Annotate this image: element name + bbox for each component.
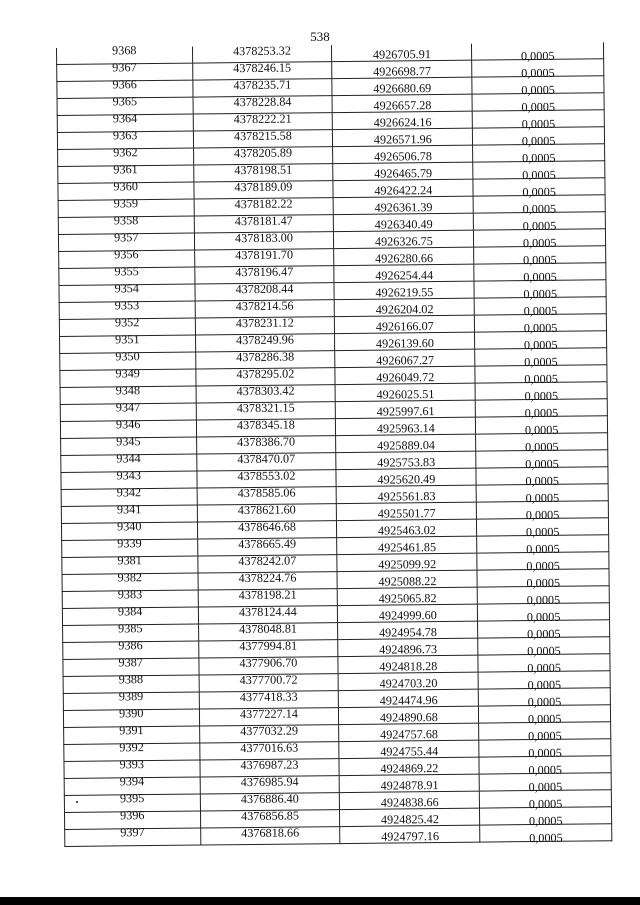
- y-coordinate-cell: [339, 740, 479, 758]
- x-coordinate-cell-text: 4378321.15: [236, 400, 295, 416]
- y-coordinate-cell: [339, 757, 479, 775]
- point-number-cell: [65, 825, 201, 846]
- point-number-cell-text: 9396: [120, 808, 145, 823]
- x-coordinate-cell-text: 4377700.72: [239, 672, 298, 688]
- x-coordinate-cell-text: 4378235.71: [233, 77, 292, 93]
- x-coordinate-cell-text: 4378246.15: [233, 60, 292, 76]
- y-coordinate-cell-text: 4924890.68: [379, 710, 438, 725]
- accuracy-cell-text: 0,0005: [523, 320, 558, 336]
- x-coordinate-cell-text: 4378253.32: [232, 43, 292, 59]
- x-coordinate-cell-text: 4378189.09: [234, 179, 293, 195]
- accuracy-cell-text: 0,0005: [526, 575, 561, 591]
- accuracy-cell-text: 0,0005: [529, 830, 563, 846]
- accuracy-cell-text: 0,0005: [522, 184, 556, 200]
- accuracy-cell-text: 0,0005: [525, 490, 560, 506]
- y-coordinate-cell: [332, 77, 472, 95]
- y-coordinate-cell: [336, 434, 476, 452]
- y-coordinate-cell-text: 4924999.60: [378, 608, 437, 623]
- point-number-cell-text: 9360: [113, 179, 138, 194]
- point-number-cell-text: 9366: [112, 77, 137, 92]
- accuracy-cell-text: 0,0005: [522, 218, 557, 234]
- point-number-cell-text: 9388: [118, 672, 144, 687]
- point-number-cell-text: 9381: [117, 553, 142, 568]
- y-coordinate-cell: [335, 332, 475, 350]
- accuracy-cell-text: 0,0005: [521, 133, 556, 149]
- x-coordinate-cell-text: 4378198.21: [238, 587, 297, 603]
- y-coordinate-cell-text: 4925099.92: [378, 557, 437, 572]
- scan-speck: [76, 801, 78, 803]
- point-number-cell-text: 9358: [113, 213, 139, 228]
- accuracy-cell-text: 0,0005: [522, 201, 557, 217]
- point-number-cell-text: 9365: [112, 94, 138, 109]
- y-coordinate-cell: [337, 519, 477, 537]
- accuracy-cell-text: 0,0005: [525, 456, 559, 472]
- y-coordinate-cell: [339, 706, 479, 724]
- x-coordinate-cell-text: 4378191.70: [235, 247, 294, 263]
- y-coordinate-cell-text: 4926506.78: [373, 149, 433, 164]
- coordinates-table: [56, 42, 612, 847]
- point-number-cell-text: 9357: [113, 230, 139, 245]
- x-coordinate-cell-text: 4378286.38: [236, 349, 295, 365]
- x-coordinate-cell-text: 4377016.63: [240, 740, 299, 756]
- point-number-cell-text: 9394: [119, 774, 145, 789]
- point-number-cell-text: 9339: [117, 536, 142, 551]
- y-coordinate-cell: [338, 604, 478, 622]
- point-number-cell-text: 9363: [112, 128, 138, 143]
- y-coordinate-cell: [336, 400, 476, 418]
- accuracy-cell-text: 0,0005: [521, 82, 555, 98]
- point-number-cell-text: 9383: [117, 587, 143, 602]
- x-coordinate-cell: [200, 827, 340, 845]
- point-number-cell-text: 9354: [114, 281, 140, 296]
- y-coordinate-cell-text: 4926571.96: [373, 132, 432, 147]
- y-coordinate-cell: [338, 587, 478, 605]
- point-number-cell-text: 9386: [118, 638, 143, 653]
- point-number-cell-text: 9359: [113, 196, 139, 211]
- accuracy-cell-text: 0,0005: [527, 660, 561, 676]
- y-coordinate-cell: [339, 723, 479, 741]
- x-coordinate-cell-text: 4377032.29: [240, 723, 299, 739]
- accuracy-cell-text: 0,0005: [521, 116, 556, 132]
- x-coordinate-cell-text: 4378182.22: [234, 196, 293, 212]
- y-coordinate-cell-text: 4926254.44: [375, 268, 434, 283]
- y-coordinate-cell-text: 4926139.60: [375, 336, 434, 351]
- point-number-cell-text: 9351: [115, 332, 140, 347]
- y-coordinate-cell: [340, 791, 480, 809]
- point-number-cell-text: 9342: [116, 485, 142, 500]
- x-coordinate-cell-text: 4378124.44: [238, 604, 297, 620]
- y-coordinate-cell-text: 4925561.83: [377, 489, 436, 504]
- accuracy-cell-text: 0,0005: [525, 507, 560, 523]
- point-number-cell-text: 9341: [116, 502, 142, 517]
- point-number-cell-text: 9393: [119, 757, 145, 772]
- y-coordinate-cell-text: 4925501.77: [377, 506, 436, 521]
- y-coordinate-cell: [337, 553, 477, 571]
- x-coordinate-cell-text: 4376886.40: [240, 791, 299, 807]
- x-coordinate-cell-text: 4378303.42: [236, 383, 295, 399]
- x-coordinate-cell-text: 4378646.68: [237, 519, 296, 535]
- y-coordinate-cell: [336, 451, 476, 469]
- x-coordinate-cell-text: 4377994.81: [239, 638, 298, 654]
- accuracy-cell-text: 0,0005: [524, 354, 558, 370]
- x-coordinate-cell-text: 4378222.21: [233, 111, 292, 127]
- y-coordinate-cell: [333, 145, 473, 163]
- x-coordinate-cell-text: 4378228.84: [233, 94, 292, 110]
- y-coordinate-cell-text: 4926326.75: [374, 234, 433, 249]
- y-coordinate-cell: [340, 774, 480, 792]
- point-number-cell-text: 9385: [118, 621, 143, 636]
- y-coordinate-cell-text: 4924757.68: [380, 727, 439, 742]
- y-coordinate-cell: [334, 247, 474, 265]
- y-coordinate-cell-text: 4924797.16: [381, 829, 440, 844]
- point-number-cell-text: 9345: [116, 434, 141, 449]
- accuracy-cell-text: 0,0005: [528, 779, 563, 795]
- y-coordinate-cell: [334, 281, 474, 299]
- x-coordinate-cell-text: 4376985.94: [240, 774, 299, 790]
- point-number-cell-text: 9356: [114, 247, 139, 262]
- point-number-cell-text: 9361: [113, 162, 138, 177]
- accuracy-cell-text: 0,0005: [528, 762, 563, 778]
- y-coordinate-cell: [335, 383, 475, 401]
- y-coordinate-cell: [335, 315, 475, 333]
- x-coordinate-cell-text: 4378621.60: [237, 502, 296, 518]
- y-coordinate-cell-text: 4925065.82: [378, 591, 437, 606]
- y-coordinate-cell: [337, 536, 477, 554]
- x-coordinate-cell-text: 4378386.70: [237, 434, 296, 450]
- accuracy-cell-text: 0,0005: [526, 592, 561, 608]
- x-coordinate-cell-text: 4378242.07: [238, 553, 297, 569]
- y-coordinate-cell-text: 4924954.78: [378, 625, 437, 640]
- x-coordinate-cell-text: 4378183.00: [234, 230, 293, 246]
- y-coordinate-cell-text: 4926166.07: [375, 319, 434, 334]
- y-coordinate-cell-text: 4925463.02: [377, 523, 436, 538]
- y-coordinate-cell: [335, 349, 475, 367]
- accuracy-cell-text: 0,0005: [527, 694, 562, 710]
- x-coordinate-cell-text: 4378345.18: [236, 417, 295, 433]
- accuracy-cell-text: 0,0005: [523, 269, 557, 285]
- point-number-cell-text: 9392: [119, 740, 144, 755]
- y-coordinate-cell: [336, 417, 476, 435]
- y-coordinate-cell-text: 4926025.51: [376, 387, 435, 402]
- point-number-cell-text: 9390: [118, 706, 144, 721]
- y-coordinate-cell-text: 4925997.61: [376, 404, 435, 419]
- y-coordinate-cell-text: 4926705.91: [372, 47, 431, 62]
- y-coordinate-cell-text: 4924838.66: [380, 795, 439, 810]
- accuracy-cell-text: 0,0005: [521, 65, 555, 81]
- y-coordinate-cell-text: 4926219.55: [375, 285, 434, 300]
- accuracy-cell-text: 0,0005: [522, 167, 556, 183]
- y-coordinate-cell: [336, 485, 476, 503]
- y-coordinate-cell: [337, 570, 477, 588]
- accuracy-cell-text: 0,0005: [520, 48, 555, 64]
- y-coordinate-cell: [340, 825, 480, 843]
- y-coordinate-cell: [339, 689, 479, 707]
- scan-edge-bar: [0, 897, 640, 905]
- accuracy-cell-text: 0,0005: [521, 99, 556, 115]
- y-coordinate-cell-text: 4926204.02: [375, 302, 434, 317]
- point-number-cell-text: 9352: [114, 315, 140, 330]
- y-coordinate-cell-text: 4926657.28: [373, 98, 432, 113]
- y-coordinate-cell-text: 4926680.69: [373, 81, 432, 96]
- x-coordinate-cell-text: 4377906.70: [239, 655, 298, 671]
- y-coordinate-cell-text: 4926465.79: [374, 166, 433, 181]
- y-coordinate-cell: [338, 638, 478, 656]
- accuracy-cell-text: 0,0005: [526, 541, 560, 557]
- y-coordinate-cell: [340, 808, 480, 826]
- accuracy-cell-text: 0,0005: [524, 388, 559, 404]
- accuracy-cell-text: 0,0005: [526, 626, 561, 642]
- y-coordinate-cell-text: 4925620.49: [377, 472, 436, 487]
- point-number-cell-text: 9353: [114, 298, 140, 313]
- y-coordinate-cell-text: 4924755.44: [380, 744, 439, 759]
- accuracy-cell-text: 0,0005: [527, 711, 562, 727]
- y-coordinate-cell-text: 4924896.73: [379, 642, 438, 657]
- y-coordinate-cell: [335, 298, 475, 316]
- y-coordinate-cell: [333, 162, 473, 180]
- x-coordinate-cell-text: 4378208.44: [235, 281, 294, 297]
- accuracy-cell-text: 0,0005: [524, 371, 558, 387]
- y-coordinate-cell: [332, 60, 472, 78]
- x-coordinate-cell-text: 4378215.58: [233, 128, 292, 144]
- y-coordinate-cell-text: 4926049.72: [376, 370, 435, 385]
- x-coordinate-cell-text: 4378048.81: [239, 621, 298, 637]
- point-number-cell-text: 9382: [117, 570, 143, 585]
- x-coordinate-cell-text: 4378198.51: [234, 162, 293, 178]
- y-coordinate-cell: [332, 44, 472, 62]
- y-coordinate-cell-text: 4926067.27: [376, 353, 435, 368]
- x-coordinate-cell-text: 4376856.85: [240, 808, 300, 824]
- y-coordinate-cell-text: 4924703.20: [379, 676, 438, 691]
- accuracy-cell-text: 0,0005: [524, 422, 559, 438]
- accuracy-cell-text: 0,0005: [526, 558, 560, 574]
- point-number-cell-text: 9364: [112, 111, 138, 126]
- y-coordinate-cell: [335, 366, 475, 384]
- x-coordinate-cell-text: 4378470.07: [237, 451, 296, 467]
- y-coordinate-cell-text: 4924869.22: [380, 761, 439, 776]
- point-number-cell-text: 9395: [119, 791, 145, 806]
- y-coordinate-cell-text: 4926698.77: [373, 64, 432, 79]
- x-coordinate-cell-text: 4378205.89: [234, 145, 293, 161]
- point-number-cell-text: 9350: [115, 349, 140, 364]
- y-coordinate-cell: [336, 468, 476, 486]
- y-coordinate-cell-text: 4924878.91: [380, 778, 439, 793]
- x-coordinate-cell-text: 4378585.06: [237, 485, 296, 501]
- y-coordinate-cell-text: 4925461.85: [378, 540, 437, 555]
- point-number-cell-text: 9344: [116, 451, 141, 466]
- y-coordinate-cell: [333, 179, 473, 197]
- y-coordinate-cell: [337, 502, 477, 520]
- point-number-cell-text: 9368: [112, 43, 137, 58]
- y-coordinate-cell: [338, 655, 478, 673]
- point-number-cell-text: 9355: [114, 264, 139, 279]
- x-coordinate-cell-text: 4378196.47: [235, 264, 294, 280]
- y-coordinate-cell-text: 4926422.24: [374, 183, 433, 198]
- accuracy-cell-text: 0,0005: [528, 745, 562, 761]
- accuracy-cell-text: 0,0005: [524, 405, 559, 421]
- accuracy-cell-text: 0,0005: [522, 235, 557, 251]
- y-coordinate-cell: [334, 213, 474, 231]
- y-coordinate-cell-text: 4926361.39: [374, 200, 433, 215]
- accuracy-cell-text: 0,0005: [525, 473, 560, 489]
- y-coordinate-cell: [338, 672, 478, 690]
- y-coordinate-cell-text: 4924818.28: [379, 659, 438, 674]
- y-coordinate-cell: [333, 128, 473, 146]
- y-coordinate-cell: [334, 264, 474, 282]
- point-number-cell-text: 9340: [117, 519, 142, 534]
- point-number-cell-text: 9387: [118, 655, 143, 670]
- point-number-cell-text: 9346: [115, 417, 141, 432]
- accuracy-cell-text: 0,0005: [525, 439, 559, 455]
- y-coordinate-cell-text: 4926624.16: [373, 115, 432, 130]
- accuracy-cell-text: 0,0005: [523, 337, 558, 353]
- point-number-cell-text: 9347: [115, 400, 141, 415]
- page-number: 538: [310, 29, 330, 44]
- x-coordinate-cell-text: 4378665.49: [238, 536, 297, 552]
- x-coordinate-cell-text: 4377227.14: [239, 706, 298, 722]
- y-coordinate-cell-text: 4924474.96: [379, 693, 438, 708]
- x-coordinate-cell-text: 4376818.66: [241, 825, 300, 841]
- x-coordinate-cell-text: 4378249.96: [235, 332, 295, 348]
- point-number-cell-text: 9362: [113, 145, 138, 160]
- point-number-cell-text: 9391: [119, 723, 144, 738]
- point-number-cell-text: 9349: [115, 366, 140, 381]
- y-coordinate-cell: [334, 230, 474, 248]
- accuracy-cell-text: 0,0005: [523, 252, 557, 268]
- x-coordinate-cell-text: 4378553.02: [237, 468, 296, 484]
- y-coordinate-cell-text: 4926340.49: [374, 217, 433, 232]
- accuracy-cell: [472, 42, 604, 64]
- y-coordinate-cell-text: 4925963.14: [376, 421, 435, 436]
- accuracy-cell-text: 0,0005: [521, 150, 556, 166]
- x-coordinate-cell-text: 4378181.47: [234, 213, 293, 229]
- x-coordinate-cell-text: 4376987.23: [240, 757, 299, 773]
- point-number-cell-text: 9397: [120, 825, 145, 840]
- point-number-cell-text: 9389: [118, 689, 144, 704]
- point-number-cell-text: 9348: [115, 383, 141, 398]
- x-coordinate-cell-text: 4378224.76: [238, 570, 297, 586]
- y-coordinate-cell-text: 4925753.83: [377, 455, 436, 470]
- accuracy-cell-text: 0,0005: [526, 609, 561, 625]
- coordinates-table-wrapper: [56, 42, 612, 847]
- y-coordinate-cell-text: 4925889.04: [376, 438, 436, 453]
- point-number-cell-text: 9384: [117, 604, 143, 619]
- accuracy-cell-text: 0,0005: [528, 728, 562, 744]
- y-coordinate-cell: [333, 196, 473, 214]
- accuracy-cell-text: 0,0005: [528, 796, 563, 812]
- y-coordinate-cell-text: 4924825.42: [380, 812, 439, 827]
- accuracy-cell-text: 0,0005: [528, 813, 563, 829]
- point-number-cell-text: 9367: [112, 60, 137, 75]
- x-coordinate-cell-text: 4378214.56: [235, 298, 294, 314]
- accuracy-cell-text: 0,0005: [523, 303, 558, 319]
- x-coordinate-cell-text: 4378231.12: [235, 315, 294, 331]
- coordinates-table-body: [56, 42, 611, 846]
- x-coordinate-cell-text: 4378295.02: [236, 366, 295, 382]
- y-coordinate-cell-text: 4925088.22: [378, 574, 437, 589]
- accuracy-cell-text: 0,0005: [527, 677, 562, 693]
- y-coordinate-cell: [333, 111, 473, 129]
- accuracy-cell-text: 0,0005: [527, 643, 561, 659]
- y-coordinate-cell-text: 4926280.66: [375, 251, 434, 266]
- y-coordinate-cell: [338, 621, 478, 639]
- accuracy-cell-text: 0,0005: [523, 286, 558, 302]
- accuracy-cell-text: 0,0005: [525, 524, 560, 540]
- point-number-cell-text: 9343: [116, 468, 141, 483]
- y-coordinate-cell: [332, 94, 472, 112]
- x-coordinate-cell-text: 4377418.33: [239, 689, 298, 705]
